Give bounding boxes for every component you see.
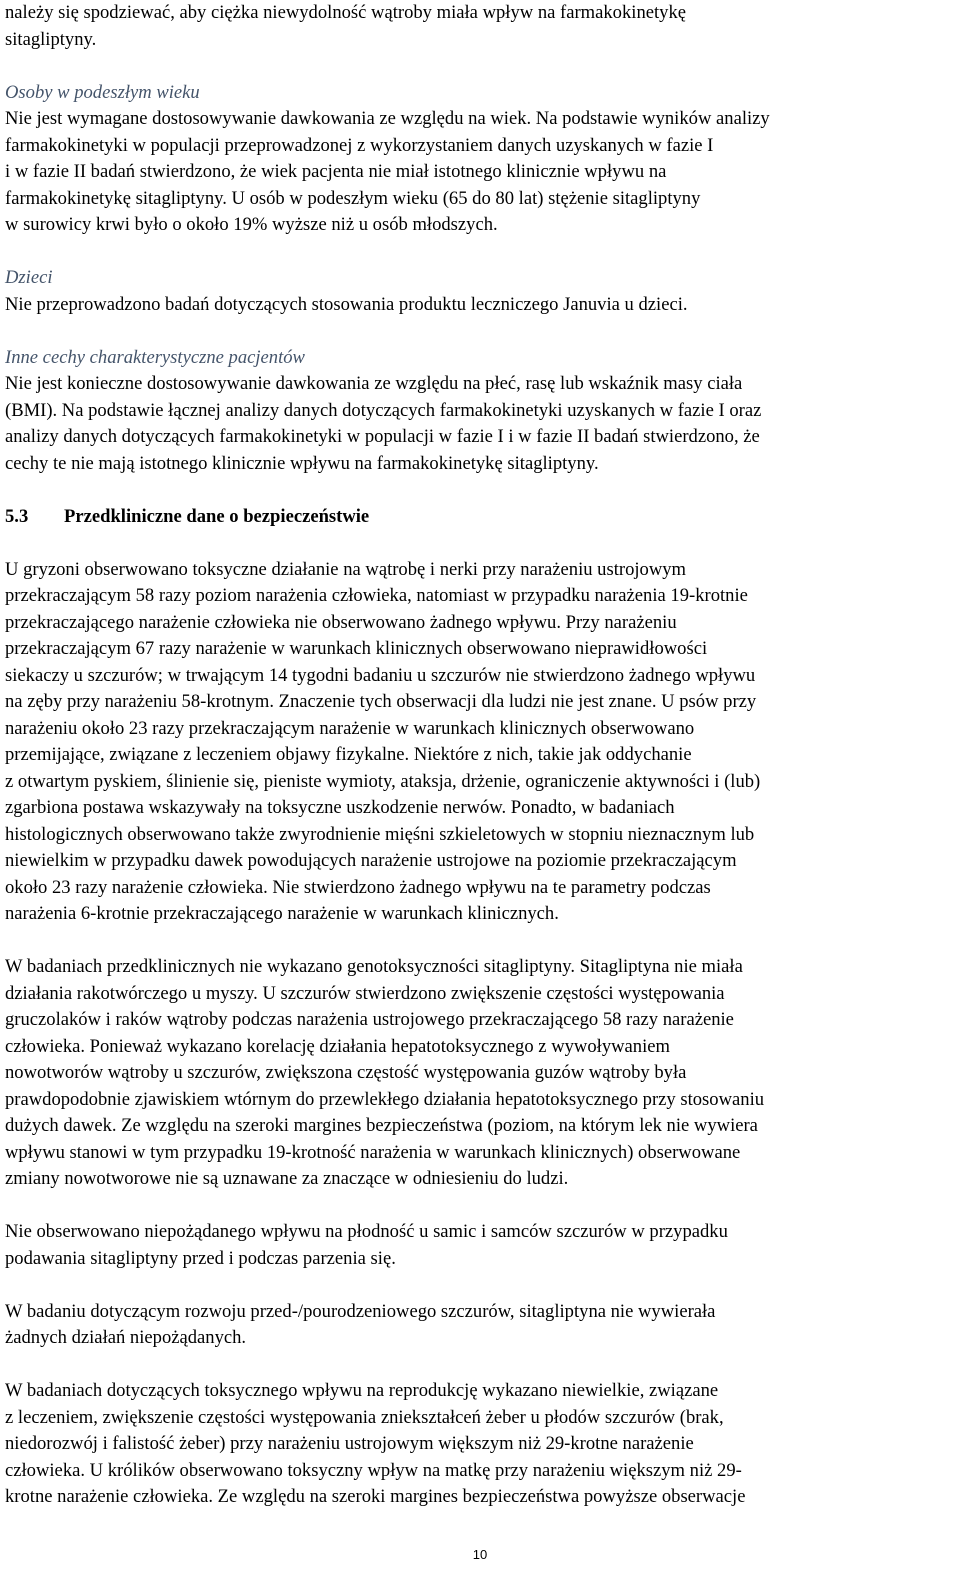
intro-paragraph: należy się spodziewać, aby ciężka niewydolność wątroby miała wpływ na farmakokinetykę sitagliptyny. bbox=[5, 2, 687, 50]
section-title: Przedkliniczne dane o bezpieczeństwie bbox=[64, 505, 370, 527]
children-heading: Dzieci bbox=[5, 267, 53, 288]
paragraph-gap bbox=[5, 1193, 955, 1220]
other-characteristics-heading: Inne cechy charakterystyczne pacjentów bbox=[5, 346, 305, 368]
preclinical-paragraph-4: W badaniu dotyczącym rozwoju przed-/pourodzeniowego szczurów, sitagliptyna nie wywierała żadnych działań niepożądanych. bbox=[5, 1300, 716, 1348]
preclinical-paragraph-5: W badaniach dotyczących toksycznego wpływu na reprodukcję wykazano niewielkie, związane z leczeniem, zwiększenie częstości występowania zniekształceń żeber u płodów szczurów (brak, niedorozwój i falistość żeber) przy narażeniu ustrojowym większym niż 29-krotne narażenie człowieka. U królików obserwowano toksyczny wpływ na matkę przy narażeniu większym niż 29- krotne narażenie człowieka. Ze względu na szeroki margines bezpieczeństwa powyższe obserwacje bbox=[5, 1380, 746, 1507]
paragraph-gap bbox=[5, 477, 955, 504]
paragraph-gap bbox=[5, 1352, 955, 1379]
document-body bbox=[5, 0, 955, 1511]
paragraph-gap bbox=[5, 1272, 955, 1299]
children-paragraph: Nie przeprowadzono badań dotyczących stosowania produktu leczniczego Januvia u dzieci. bbox=[5, 293, 688, 315]
other-characteristics-paragraph: Nie jest konieczne dostosowywanie dawkowania ze względu na płeć, rasę lub wskaźnik masy ciała (BMI). Na podstawie łącznej analizy danych dotyczących farmakokinetyki uzyskanych w fazie I oraz analizy danych dotyczących farmakokinetyki w populacji w fazie I i w fazie II badań stwierdzono, że cechy te nie mają istotnego klinicznie wpływu na farmakokinetykę sitagliptyny. bbox=[5, 373, 762, 474]
preclinical-paragraph-2: W badaniach przedklinicznych nie wykazano genotoksyczności sitagliptyny. Sitagliptyna nie miała działania rakotwórczego u myszy. U szczurów stwierdzono zwiększenie częstości występowania gruczolaków i raków wątroby podczas narażenia ustrojowego przekraczającego 58 razy narażenie człowieka. Ponieważ wykazano korelację działania hepatotoksycznego z wywoływaniem nowotworów wątroby u szczurów, zwiększona częstość występowania guzów wątroby była prawdopodobnie zjawiskiem wtórnym do przewlekłego działania hepatotoksycznego przy stosowaniu dużych dawek. Ze względu na szeroki margines bezpieczeństwa (poziom, na którym lek nie wywiera wpływu stanowi w tym przypadku 19-krotność narażenia w warunkach klinicznych) obserwowane zmiany nowotworowe nie są uznawane za znaczące w odniesieniu do ludzi. bbox=[5, 956, 765, 1189]
paragraph-gap bbox=[5, 239, 955, 266]
section-number: 5.3 bbox=[5, 505, 29, 527]
preclinical-paragraph-3: Nie obserwowano niepożądanego wpływu na płodność u samic i samców szczurów w przypadku podawania sitagliptyny przed i podczas parzenia się. bbox=[5, 1221, 728, 1269]
paragraph-gap bbox=[5, 318, 955, 345]
elderly-heading: Osoby w podeszłym wieku bbox=[5, 81, 200, 103]
elderly-paragraph: Nie jest wymagane dostosowywanie dawkowania ze względu na wiek. Na podstawie wyników analizy farmakokinetyki w populacji przeprowadzonej z wykorzystaniem danych uzyskanych w fazie I i w fazie II badań stwierdzono, że wiek pacjenta nie miał istotnego klinicznie wpływu na farmakokinetykę sitagliptyny. U osób w podeszłym wieku (65 do 80 lat) stężenie sitagliptyny w surowicy krwi było o około 19% wyższe niż u osób młodszych. bbox=[5, 108, 770, 235]
paragraph-gap bbox=[5, 928, 955, 955]
paragraph-gap bbox=[5, 530, 955, 557]
page-number: 10 bbox=[472, 1547, 488, 1562]
preclinical-paragraph-1: U gryzoni obserwowano toksyczne działanie na wątrobę i nerki przy narażeniu ustrojowym przekraczającym 58 razy poziom narażenia człowieka, natomiast w przypadku narażenia 19-krotnie przekraczającego narażenie człowieka nie obserwowano żadnego wpływu. Przy narażeniu przekraczającym 67 razy narażenie w warunkach klinicznych obserwowano nieprawidłowości siekaczy u szczurów; w trwającym 14 tygodni badaniu u szczurów nie stwierdzono żadnego wpływu na zęby przy narażeniu 58-krotnym. Znaczenie tych obserwacji dla ludzi nie jest znane. U psów przy narażeniu około 23 razy przekraczającym narażenie w warunkach klinicznych obserwowano przemijające, związane z leczeniem objawy fizykalne. Niektóre z nich, takie jak oddychanie z otwartym pyskiem, ślinienie się, pieniste wymioty, ataksja, drżenie, ograniczenie aktywności i (lub) zgarbiona postawa wskazywały na toksyczne uszkodzenie nerwów. Ponadto, w badaniach histologicznych obserwowano także zwyrodnienie mięśni szkieletowych w stopniu nieznacznym lub niewielkim w przypadku dawek powodujących narażenie ustrojowe na poziomie przekraczającym około 23 razy narażenie człowieka. Nie stwierdzono żadnego wpływu na te parametry podczas narażenia 6-krotnie przekraczającego narażenie w warunkach klinicznych. bbox=[5, 558, 761, 924]
section-heading bbox=[5, 504, 955, 531]
paragraph-gap bbox=[5, 53, 955, 80]
